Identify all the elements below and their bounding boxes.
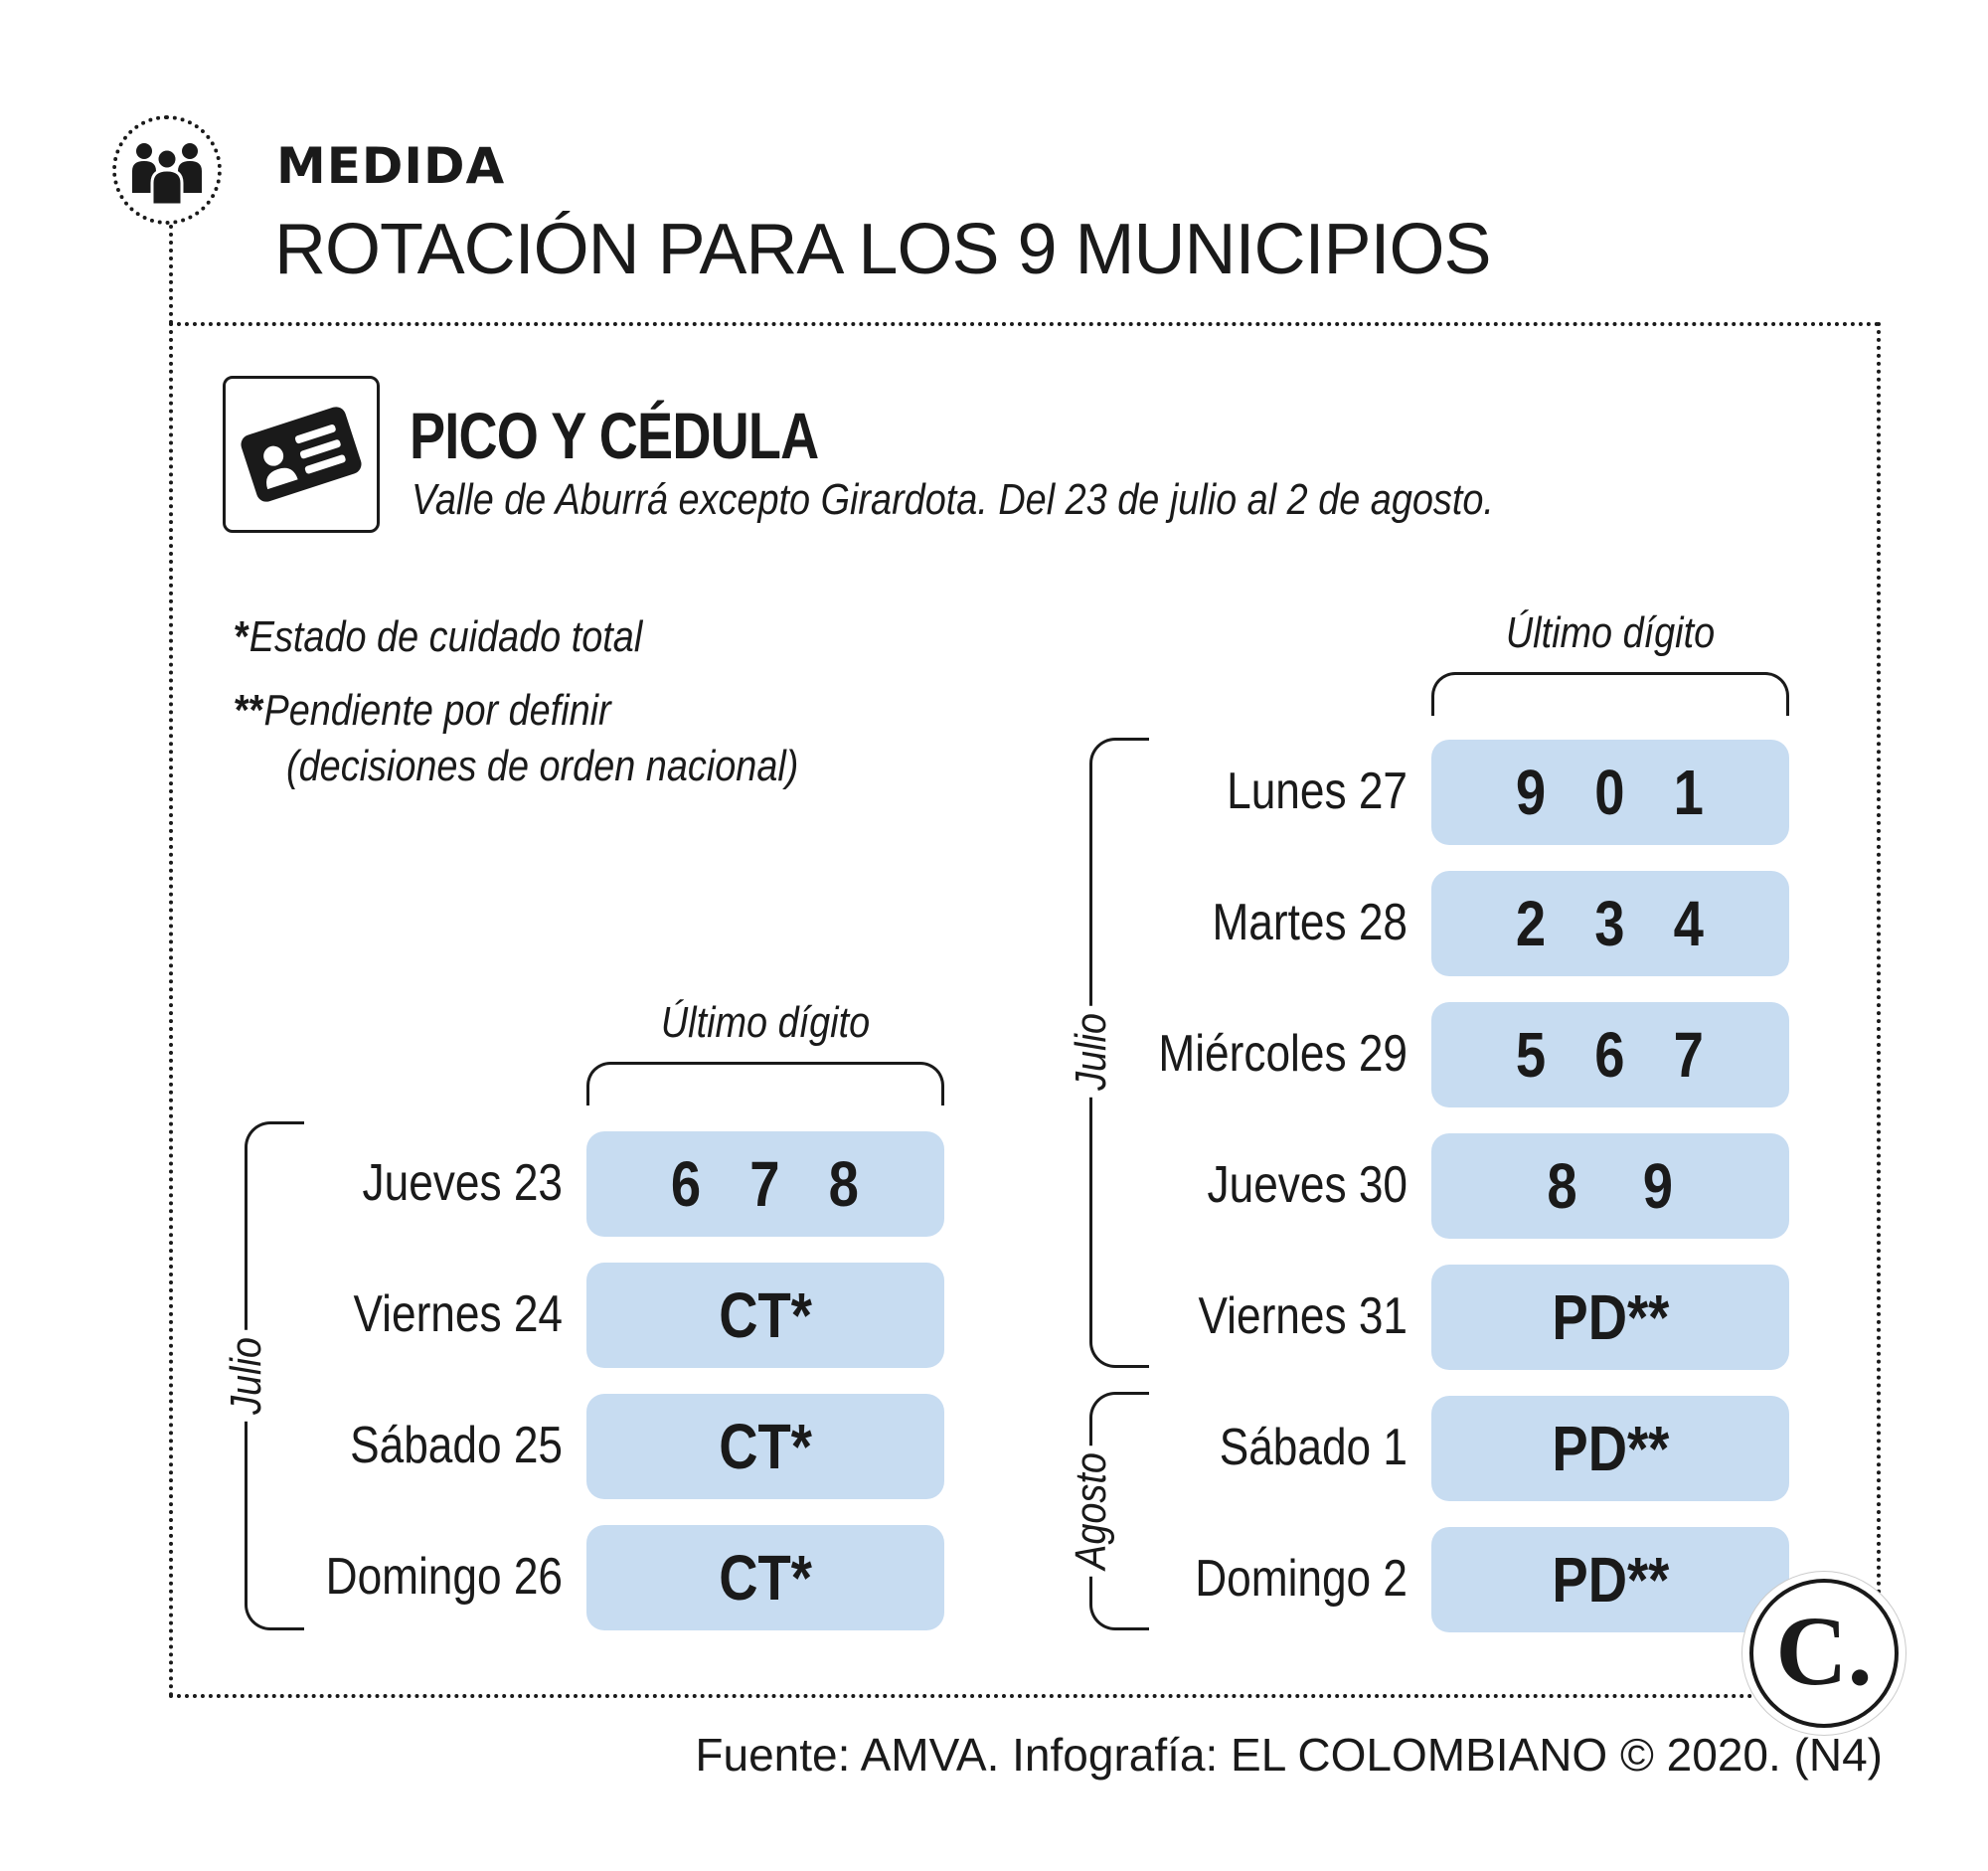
leader-line xyxy=(169,225,173,324)
row-value-domingo-2: PD** xyxy=(1431,1527,1789,1632)
row-value-jueves-30: 8 9 xyxy=(1431,1133,1789,1239)
row-day-viernes-24: Viernes 24 xyxy=(353,1285,563,1343)
row-day-sabado-25: Sábado 25 xyxy=(350,1417,563,1474)
id-card-icon xyxy=(223,376,380,533)
right-column-header: Último dígito xyxy=(1505,608,1716,657)
left-column-header: Último dígito xyxy=(660,998,871,1047)
row-value-domingo-26: CT* xyxy=(586,1525,944,1630)
logo-letter: C. xyxy=(1775,1596,1873,1706)
note-ct-mark: * xyxy=(235,612,249,661)
row-day-viernes-31: Viernes 31 xyxy=(1198,1287,1408,1345)
note-ct-text: Estado de cuidado total xyxy=(248,612,643,661)
left-column-bracket xyxy=(586,1062,944,1106)
section-subtitle: Valle de Aburrá excepto Girardota. Del 23 de julio al 2 de agosto. xyxy=(412,475,1494,524)
source-credit: Fuente: AMVA. Infografía: EL COLOMBIANO © 2020. (N4) xyxy=(695,1729,1883,1781)
kicker: MEDIDA xyxy=(276,137,506,195)
left-month-label: Julio xyxy=(222,1330,271,1422)
row-day-domingo-26: Domingo 26 xyxy=(325,1548,563,1606)
row-day-martes-28: Martes 28 xyxy=(1212,894,1408,951)
row-day-lunes-27: Lunes 27 xyxy=(1227,763,1408,820)
section-title: PICO Y CÉDULA xyxy=(410,399,819,472)
row-day-miercoles-29: Miércoles 29 xyxy=(1158,1025,1408,1083)
logo-icon xyxy=(1749,1579,1899,1728)
row-day-sabado-1: Sábado 1 xyxy=(1219,1419,1408,1476)
row-day-domingo-2: Domingo 2 xyxy=(1195,1550,1408,1608)
row-day-jueves-30: Jueves 30 xyxy=(1207,1156,1408,1214)
right-month-label-agosto: Agosto xyxy=(1067,1446,1116,1577)
row-day-jueves-23: Jueves 23 xyxy=(362,1154,563,1212)
people-group-icon xyxy=(112,115,222,225)
row-value-viernes-31: PD** xyxy=(1431,1265,1789,1370)
row-value-miercoles-29: 5 6 7 xyxy=(1431,1002,1789,1107)
row-value-viernes-24: CT* xyxy=(586,1263,944,1368)
right-month-label-julio: Julio xyxy=(1067,1006,1116,1098)
right-column-bracket xyxy=(1431,672,1789,716)
page-title: ROTACIÓN PARA LOS 9 MUNICIPIOS xyxy=(274,210,1491,289)
row-value-sabado-1: PD** xyxy=(1431,1396,1789,1501)
note-ct xyxy=(235,612,642,662)
row-value-jueves-23: 6 7 8 xyxy=(586,1131,944,1237)
note-pd-text: Pendiente por definir xyxy=(263,686,611,735)
note-pd-detail: (decisiones de orden nacional) xyxy=(286,742,799,790)
row-value-sabado-25: CT* xyxy=(586,1394,944,1499)
row-value-martes-28: 2 3 4 xyxy=(1431,871,1789,976)
row-value-lunes-27: 9 0 1 xyxy=(1431,740,1789,845)
note-pd-mark: ** xyxy=(235,686,264,735)
note-pd xyxy=(235,686,611,736)
